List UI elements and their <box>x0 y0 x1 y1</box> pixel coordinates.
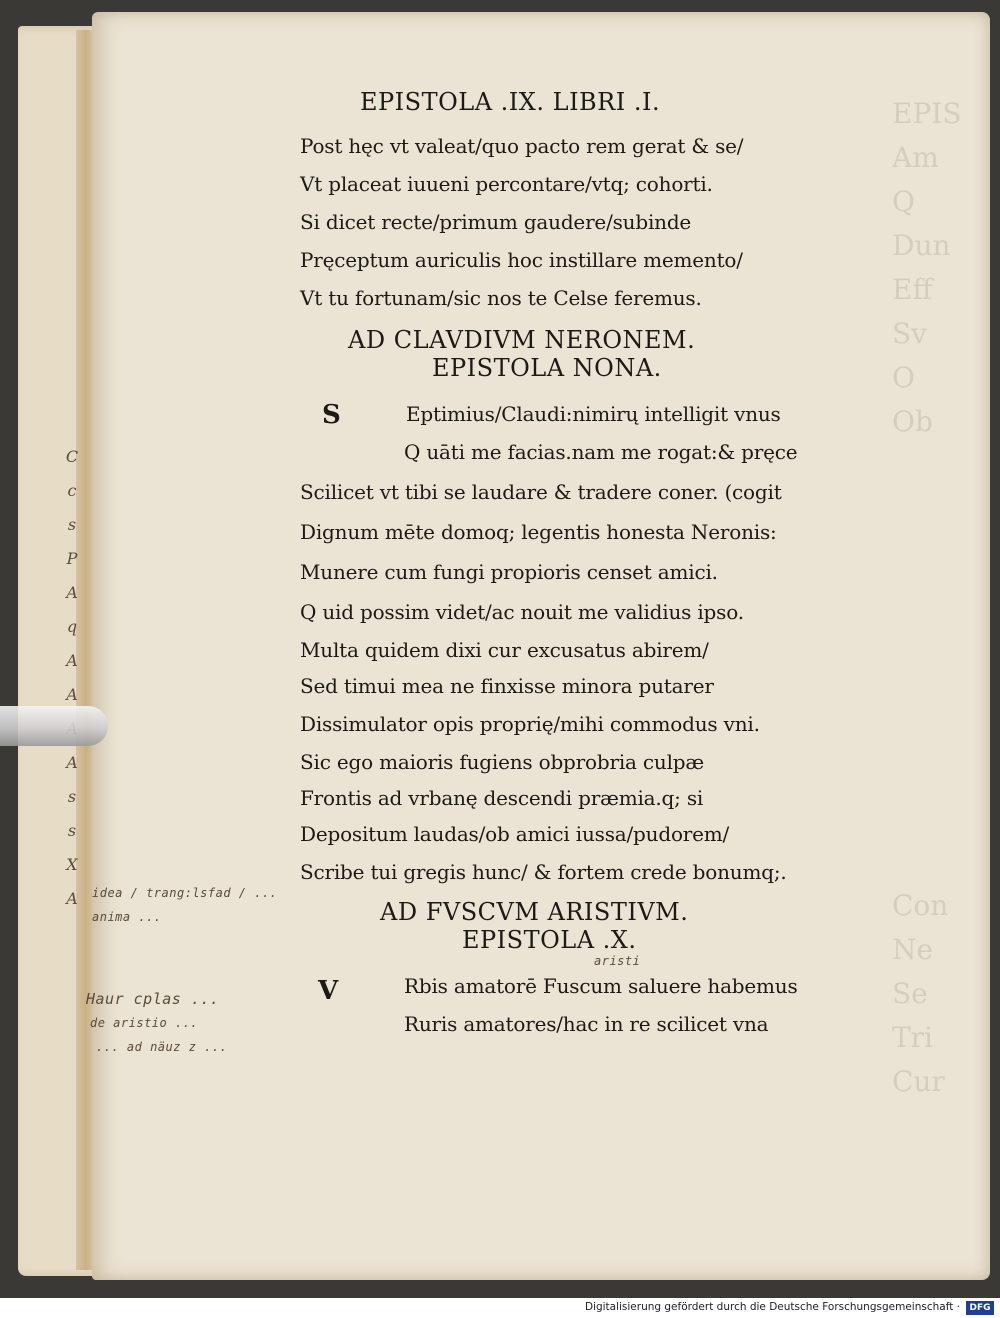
bleed-line: Am <box>892 141 939 174</box>
text-line: Vt tu fortunam/sic nos te Celse feremus. <box>300 286 702 310</box>
margin-mark: P <box>66 549 78 568</box>
handwritten-note: ... ad näuz z ... <box>96 1040 228 1054</box>
initial-letter: V <box>318 976 338 1006</box>
text-line: Pręceptum auriculis hoc instillare memento/ <box>300 248 743 272</box>
margin-mark: q <box>66 617 78 636</box>
text-line: Post hęc vt valeat/quo pacto rem gerat & se/ <box>300 134 744 158</box>
bleed-line: Q <box>892 185 915 218</box>
text-line: Eptimius/Claudi:nimirų intelligit vnus <box>406 402 781 426</box>
bleed-line: Cur <box>892 1065 945 1092</box>
section-heading: AD CLAVDIVM NERONEM. <box>348 326 696 354</box>
text-line: Q uāti me facias.nam me rogat:& pręce <box>404 440 798 464</box>
funding-notice: Digitalisierung gefördert durch die Deutsche Forschungsgemeinschaft · <box>584 1301 960 1313</box>
margin-mark: A <box>66 753 78 772</box>
initial-letter: S <box>322 400 341 430</box>
margin-mark: A <box>66 889 78 908</box>
text-line: Depositum laudas/ob amici iussa/pudorem/ <box>300 822 730 846</box>
bleed-line: Eff <box>892 273 933 306</box>
text-line: Dissimulator opis proprię/mihi commodus vni. <box>300 712 760 736</box>
margin-mark: A <box>66 583 78 602</box>
margin-mark: s <box>67 821 77 840</box>
bleed-line: Con <box>892 889 949 922</box>
text-line: Rbis amatorē Fuscum saluere habemus <box>404 974 798 998</box>
margin-mark: X <box>66 855 78 874</box>
text-line: Munere cum fungi propioris censet amici. <box>300 560 718 584</box>
handwritten-note: anima ... <box>92 910 162 924</box>
margin-mark: s <box>67 787 77 806</box>
bleed-line: Dun <box>892 229 951 262</box>
text-line: Ruris amatores/hac in re scilicet vna <box>404 1012 769 1036</box>
section-heading: AD FVSCVM ARISTIVM. <box>380 898 689 926</box>
text-line: Multa quidem dixi cur excusatus abirem/ <box>300 638 709 662</box>
handwritten-note: idea / trang:lsfad / ... <box>92 886 278 900</box>
margin-mark: C <box>65 447 79 466</box>
text-line: Sed timui mea ne finxisse minora putarer <box>300 674 714 698</box>
bleed-line: Ob <box>892 405 933 438</box>
dfg-logo: DFG <box>966 1301 994 1315</box>
margin-mark: s <box>67 515 77 534</box>
bleed-line: Sv <box>892 317 927 350</box>
text-line: Sic ego maioris fugiens obprobria culpæ <box>300 750 704 774</box>
bookmark-strip <box>0 706 108 746</box>
bleed-line: EPIS <box>892 97 962 130</box>
footer-bar <box>0 1298 1000 1318</box>
section-subheading: EPISTOLA NONA. <box>432 354 662 382</box>
text-line: Vt placeat iuueni percontare/vtq; cohorti. <box>300 172 713 196</box>
text-line: Scilicet vt tibi se laudare & tradere coner. (cogit <box>300 480 782 504</box>
text-line: Frontis ad vrbanę descendi præmia.q; si <box>300 786 704 810</box>
text-line: Si dicet recte/primum gaudere/subinde <box>300 210 692 234</box>
text-line: Scribe tui gregis hunc/ & fortem crede bonumq;. <box>300 860 787 884</box>
margin-mark: A <box>66 651 78 670</box>
handwritten-note: Haur cplas ... <box>86 990 220 1008</box>
text-line: Q uid possim videt/ac nouit me validius ipso. <box>300 600 744 624</box>
bleed-line: O <box>892 361 915 394</box>
margin-mark: c <box>67 481 77 500</box>
handwritten-note: aristi <box>594 954 641 968</box>
margin-mark: A <box>66 685 78 704</box>
section-subheading: EPISTOLA .X. <box>462 926 637 954</box>
text-line: Dignum mēte domoq; legentis honesta Neronis: <box>300 520 777 544</box>
handwritten-note: de aristio ... <box>90 1016 199 1030</box>
bleed-line: Tri <box>892 1021 934 1054</box>
epistle-heading: EPISTOLA .IX. LIBRI .I. <box>360 88 661 116</box>
bleed-line: Se <box>892 977 928 1010</box>
bleed-line: Ne <box>892 933 934 966</box>
